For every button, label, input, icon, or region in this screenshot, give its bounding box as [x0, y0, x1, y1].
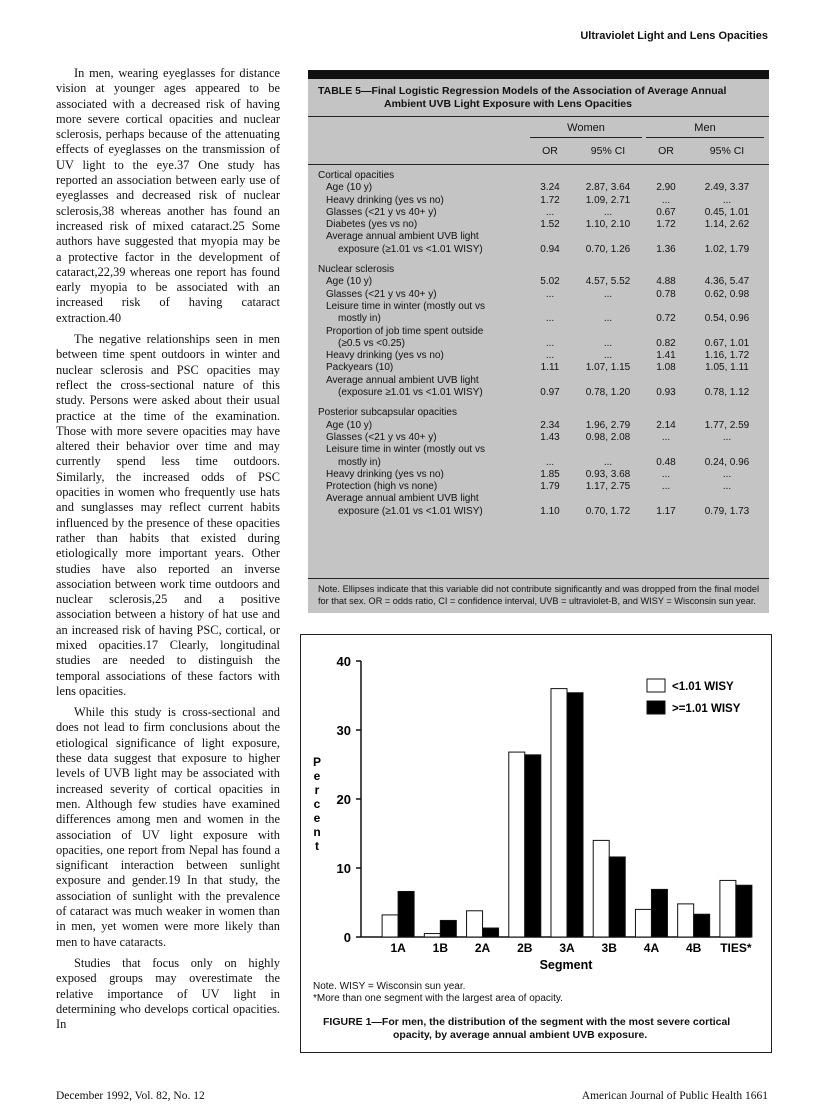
- or-men-cell: 0.72: [656, 313, 676, 325]
- table-section-header: [308, 407, 769, 419]
- y-axis-label-letter: e: [313, 769, 321, 783]
- or-men-cell: ...: [661, 481, 671, 493]
- bar-low-uvb: [424, 934, 440, 937]
- x-tick-label: 2A: [474, 941, 491, 955]
- or-men-cell: ...: [661, 431, 671, 443]
- bar-low-uvb: [635, 909, 651, 937]
- ci-women-cell: 0.93, 3.68: [585, 468, 631, 480]
- table-5: [308, 70, 769, 613]
- table-row: [308, 338, 769, 350]
- or-women-cell: 1.79: [540, 481, 560, 493]
- row-label: mostly in): [338, 456, 381, 468]
- or-men-cell: 1.41: [656, 350, 676, 362]
- table-row: [308, 375, 769, 387]
- figure-note: [313, 981, 563, 1005]
- row-label: Posterior subcapsular opacities: [318, 407, 457, 419]
- or-men-cell: 1.36: [656, 243, 676, 255]
- bar-low-uvb: [467, 911, 483, 937]
- bar-low-uvb: [509, 752, 525, 937]
- col-header-ci-women: 95% CI: [590, 145, 626, 157]
- or-women-cell: 3.24: [540, 182, 560, 194]
- bar-high-uvb: [567, 693, 583, 937]
- ci-women-cell: 1.96, 2.79: [585, 419, 631, 431]
- table-row: [308, 289, 769, 301]
- row-label: Packyears (10): [326, 362, 394, 374]
- row-label: Heavy drinking (yes vs no): [326, 350, 444, 362]
- row-label: Age (10 y): [326, 276, 373, 288]
- figure-caption-line1: FIGURE 1—For men, the distribution of the segment with the most severe cortical: [323, 1016, 731, 1028]
- table-row: [308, 493, 769, 505]
- row-label: Age (10 y): [326, 419, 373, 431]
- table-row: [308, 444, 769, 456]
- row-label: Average annual ambient UVB light: [326, 231, 479, 243]
- table-title: [308, 79, 769, 117]
- or-women-cell: 1.10: [540, 505, 560, 517]
- legend-swatch: [647, 679, 665, 692]
- row-label: Diabetes (yes vs no): [326, 219, 418, 231]
- table-row: [308, 469, 769, 481]
- or-women-cell: 5.02: [540, 276, 560, 288]
- y-tick-label: 10: [336, 861, 351, 876]
- bar-high-uvb: [483, 928, 499, 937]
- paragraph: In men, wearing eyeglasses for distance vision at younger ages appeared to be associated with a decreased risk of having more severe cortical opacities and nuclear sclerosis, perhaps because of the attenuating effects of eyeglasses on the transmission of UV light to the eye.37 One study has reported an association between early use of eyeglasses and decreased risk of nuclear sclerosis,38 whereas another has found an increased risk of mixed cataract.25 Some authors have suggested that myopia may be a protective factor in the development of cataract,22,39 whereas one report has found early myopia to be associated with an increased risk of having cataract extraction.40: [56, 66, 280, 325]
- paragraph: While this study is cross-sectional and does not lead to firm conclusions about the etiological significance of light exposure, these data suggest that exposure to higher levels of UVB light may be associated with increased severity of cortical opacities in men. Although few studies have examined differences among men and women in the association of UV light exposure with opacities, one report from Nepal has found a significant interaction between sunlight exposure and gender.19 In that study, the association of sunlight with the prevalence of cataract was much weaker in women than in men, yet women were more likely than men to have cataracts.: [56, 705, 280, 949]
- or-women-cell: 0.97: [540, 387, 560, 399]
- footer-journal-page: American Journal of Public Health 1661: [581, 1090, 768, 1102]
- x-axis-label: Segment: [539, 958, 593, 972]
- or-women-cell: ...: [545, 206, 555, 218]
- ci-women-cell: ...: [603, 206, 613, 218]
- ci-men-cell: ...: [722, 481, 732, 493]
- ci-men-cell: ...: [722, 468, 732, 480]
- table-row: [308, 457, 769, 469]
- x-tick-label: 4A: [643, 941, 660, 955]
- table-row: [308, 362, 769, 374]
- row-label: exposure (≥1.01 vs <1.01 WISY): [338, 243, 483, 255]
- figure-caption: [323, 1016, 757, 1042]
- figure-1: [300, 634, 772, 1053]
- or-women-cell: 2.34: [540, 419, 560, 431]
- ci-men-cell: 1.16, 1.72: [704, 350, 750, 362]
- bar-chart: [301, 635, 771, 980]
- table-row: [308, 432, 769, 444]
- or-men-cell: 1.08: [656, 362, 676, 374]
- x-tick-label: 1B: [432, 941, 449, 955]
- y-tick-label: 40: [336, 654, 351, 669]
- y-axis-label-letter: P: [312, 755, 322, 769]
- table-body: [308, 165, 769, 518]
- x-tick-label: 1A: [390, 941, 406, 955]
- table-row: [308, 195, 769, 207]
- legend-label: <1.01 WISY: [672, 681, 734, 693]
- row-label: Glasses (<21 y vs 40+ y): [326, 206, 437, 218]
- y-axis-label-letter: n: [313, 825, 321, 839]
- ci-women-cell: 0.98, 2.08: [585, 431, 631, 443]
- y-axis-label-letter: e: [313, 811, 321, 825]
- table-section-header: [308, 170, 769, 182]
- y-axis-label-letter: r: [314, 783, 320, 797]
- bar-low-uvb: [382, 915, 398, 937]
- ci-men-cell: ...: [722, 194, 732, 206]
- ci-women-cell: 0.78, 1.20: [585, 387, 631, 399]
- table-row: [308, 420, 769, 432]
- table-note: Note. Ellipses indicate that this variable did not contribute significantly and was dropped from the final model for that sex. OR = odds ratio, CI = confidence interval, UVB = ultraviolet-B, and WISY = Wisconsin sun year.: [308, 578, 769, 613]
- or-women-cell: 1.11: [540, 362, 560, 374]
- ci-women-cell: 1.09, 2.71: [585, 194, 631, 206]
- ci-men-cell: 0.78, 1.12: [704, 387, 750, 399]
- ci-men-cell: 0.24, 0.96: [704, 456, 750, 468]
- row-label: Cortical opacities: [318, 170, 395, 181]
- table-row: [308, 301, 769, 313]
- bar-low-uvb: [593, 840, 609, 937]
- table-header: [308, 117, 769, 165]
- ci-women-cell: ...: [603, 288, 613, 300]
- running-head: Ultraviolet Light and Lens Opacities: [580, 30, 768, 42]
- ci-men-cell: 1.14, 2.62: [704, 219, 750, 231]
- or-men-cell: 0.67: [656, 206, 676, 218]
- or-women-cell: ...: [545, 456, 555, 468]
- row-label: Age (10 y): [326, 182, 373, 194]
- ci-women-cell: 1.10, 2.10: [585, 219, 631, 231]
- table-row: [308, 313, 769, 325]
- or-men-cell: 2.90: [656, 182, 676, 194]
- y-axis-label-letter: c: [313, 797, 321, 811]
- ci-men-cell: 0.54, 0.96: [704, 313, 750, 325]
- or-women-cell: 1.43: [540, 431, 560, 443]
- group-rule-women: [530, 137, 642, 138]
- ci-men-cell: 1.02, 1.79: [704, 243, 750, 255]
- ci-women-cell: 2.87, 3.64: [585, 182, 631, 194]
- or-men-cell: ...: [661, 468, 671, 480]
- or-women-cell: 1.72: [540, 194, 560, 206]
- table-row: [308, 350, 769, 362]
- table-row: [308, 387, 769, 399]
- group-header-women: Women: [567, 122, 605, 134]
- footer-issue: December 1992, Vol. 82, No. 12: [56, 1090, 205, 1102]
- bar-high-uvb: [694, 914, 710, 937]
- ci-men-cell: 0.45, 1.01: [704, 206, 750, 218]
- row-label: Heavy drinking (yes vs no): [326, 194, 444, 206]
- row-label: Glasses (<21 y vs 40+ y): [326, 288, 437, 300]
- bar-high-uvb: [440, 920, 456, 937]
- group-rule-men: [646, 137, 764, 138]
- bar-high-uvb: [736, 885, 752, 937]
- ci-women-cell: ...: [603, 456, 613, 468]
- bar-low-uvb: [678, 904, 694, 937]
- x-tick-label: 2B: [517, 941, 533, 955]
- or-men-cell: 0.78: [656, 288, 676, 300]
- x-tick-label: 3B: [601, 941, 617, 955]
- bar-high-uvb: [651, 889, 667, 937]
- table-row: [308, 326, 769, 338]
- ci-women-cell: ...: [603, 337, 613, 349]
- col-header-or-men: OR: [658, 145, 674, 157]
- figure-note-line2: *More than one segment with the largest area of opacity.: [313, 993, 563, 1004]
- row-label: Average annual ambient UVB light: [326, 374, 479, 386]
- legend-swatch: [647, 701, 665, 714]
- table-title-line1: TABLE 5—Final Logistic Regression Models of the Association of Average Annual: [318, 85, 727, 97]
- ci-women-cell: 0.70, 1.26: [585, 243, 631, 255]
- ci-women-cell: 1.17, 2.75: [585, 481, 631, 493]
- bar-low-uvb: [720, 880, 736, 937]
- or-women-cell: ...: [545, 288, 555, 300]
- row-label: (≥0.5 vs <0.25): [338, 337, 405, 349]
- or-men-cell: ...: [661, 194, 671, 206]
- table-row: [308, 244, 769, 256]
- or-women-cell: ...: [545, 350, 555, 362]
- table-section-header: [308, 264, 769, 276]
- ci-women-cell: 1.07, 1.15: [585, 362, 631, 374]
- ci-men-cell: 4.36, 5.47: [704, 276, 750, 288]
- y-tick-label: 30: [336, 723, 351, 738]
- bar-high-uvb: [398, 891, 414, 937]
- table-title-line2: Ambient UVB Light Exposure with Lens Opacities: [384, 98, 632, 110]
- table-row: [308, 207, 769, 219]
- ci-women-cell: ...: [603, 350, 613, 362]
- x-tick-label: 3A: [559, 941, 575, 955]
- col-header-ci-men: 95% CI: [709, 145, 745, 157]
- or-men-cell: 0.48: [656, 456, 676, 468]
- ci-men-cell: 0.79, 1.73: [704, 505, 750, 517]
- table-row: [308, 276, 769, 288]
- row-label: Glasses (<21 y vs 40+ y): [326, 431, 437, 443]
- or-women-cell: 1.85: [540, 468, 560, 480]
- y-tick-label: 20: [336, 792, 351, 807]
- figure-caption-line2: opacity, by average annual ambient UVB exposure.: [393, 1029, 648, 1041]
- row-label: mostly in): [338, 313, 381, 325]
- figure-note-line1: Note. WISY = Wisconsin sun year.: [313, 981, 466, 992]
- row-label: (exposure ≥1.01 vs <1.01 WISY): [338, 387, 483, 399]
- x-tick-label: 4B: [685, 941, 702, 955]
- paragraph: The negative relationships seen in men between time spent outdoors in winter and nuclear sclerosis and PSC opacities may reflect the cross-sectional nature of this study. Persons were asked about their usual practice at the time of the examination. Those with more severe opacities may have altered their behavior over time and may currently spend less time outdoors. Similarly, the increased odds of PSC opacities in women who frequently use hats and sunglasses may reflect current habits influenced by the presence of these opacities rather than habits that existed during etiologically more important years. Other studies have also reported an inverse association between work time outdoors and nuclear sclerosis,25 and a positive association between a history of hat use and an increased risk of having PSC, cortical, or mixed opacities.17 Clearly, longitudinal studies are needed to distinguish the temporal associations of these factors with lens opacities.: [56, 332, 280, 698]
- bar-high-uvb: [609, 857, 625, 937]
- y-axis-label-letter: t: [315, 839, 319, 853]
- or-men-cell: 4.88: [656, 276, 676, 288]
- bar-high-uvb: [525, 755, 541, 937]
- ci-men-cell: 1.05, 1.11: [705, 362, 749, 374]
- ci-men-cell: 0.67, 1.01: [704, 337, 750, 349]
- table-row: [308, 231, 769, 243]
- table-row: [308, 506, 769, 518]
- or-women-cell: ...: [545, 313, 555, 325]
- ci-men-cell: 0.62, 0.98: [704, 288, 750, 300]
- ci-men-cell: ...: [722, 431, 732, 443]
- col-header-or-women: OR: [542, 145, 558, 157]
- or-women-cell: ...: [545, 337, 555, 349]
- body-text-column: [56, 66, 280, 1032]
- row-label: exposure (≥1.01 vs <1.01 WISY): [338, 505, 483, 517]
- row-label: Leisure time in winter (mostly out vs: [326, 444, 485, 456]
- y-tick-label: 0: [343, 930, 351, 945]
- row-label: Leisure time in winter (mostly out vs: [326, 300, 485, 312]
- or-women-cell: 0.94: [540, 243, 560, 255]
- row-gap: [308, 399, 769, 407]
- or-men-cell: 1.72: [656, 219, 676, 231]
- paragraph: Studies that focus only on highly exposed groups may overestimate the relative importance of UV light in determining who develops cortical opacities. In: [56, 955, 280, 1032]
- table-row: [308, 481, 769, 493]
- ci-women-cell: 4.57, 5.52: [585, 276, 631, 288]
- ci-women-cell: 0.70, 1.72: [585, 505, 631, 517]
- or-men-cell: 0.82: [656, 337, 676, 349]
- ci-men-cell: 2.49, 3.37: [704, 182, 750, 194]
- ci-women-cell: ...: [603, 313, 613, 325]
- table-row: [308, 219, 769, 231]
- or-men-cell: 1.17: [656, 505, 676, 517]
- bar-low-uvb: [551, 689, 567, 937]
- legend-label: >=1.01 WISY: [672, 703, 741, 715]
- row-label: Average annual ambient UVB light: [326, 493, 479, 505]
- or-women-cell: 1.52: [540, 219, 560, 231]
- or-men-cell: 2.14: [656, 419, 676, 431]
- row-label: Proportion of job time spent outside: [326, 325, 484, 337]
- group-header-men: Men: [694, 122, 716, 134]
- or-men-cell: 0.93: [656, 387, 676, 399]
- ci-men-cell: 1.77, 2.59: [704, 419, 750, 431]
- x-tick-label: TIES*: [720, 941, 752, 955]
- row-label: Heavy drinking (yes vs no): [326, 468, 444, 480]
- row-gap: [308, 256, 769, 264]
- table-row: [308, 182, 769, 194]
- row-label: Nuclear sclerosis: [318, 264, 395, 276]
- row-label: Protection (high vs none): [326, 481, 438, 493]
